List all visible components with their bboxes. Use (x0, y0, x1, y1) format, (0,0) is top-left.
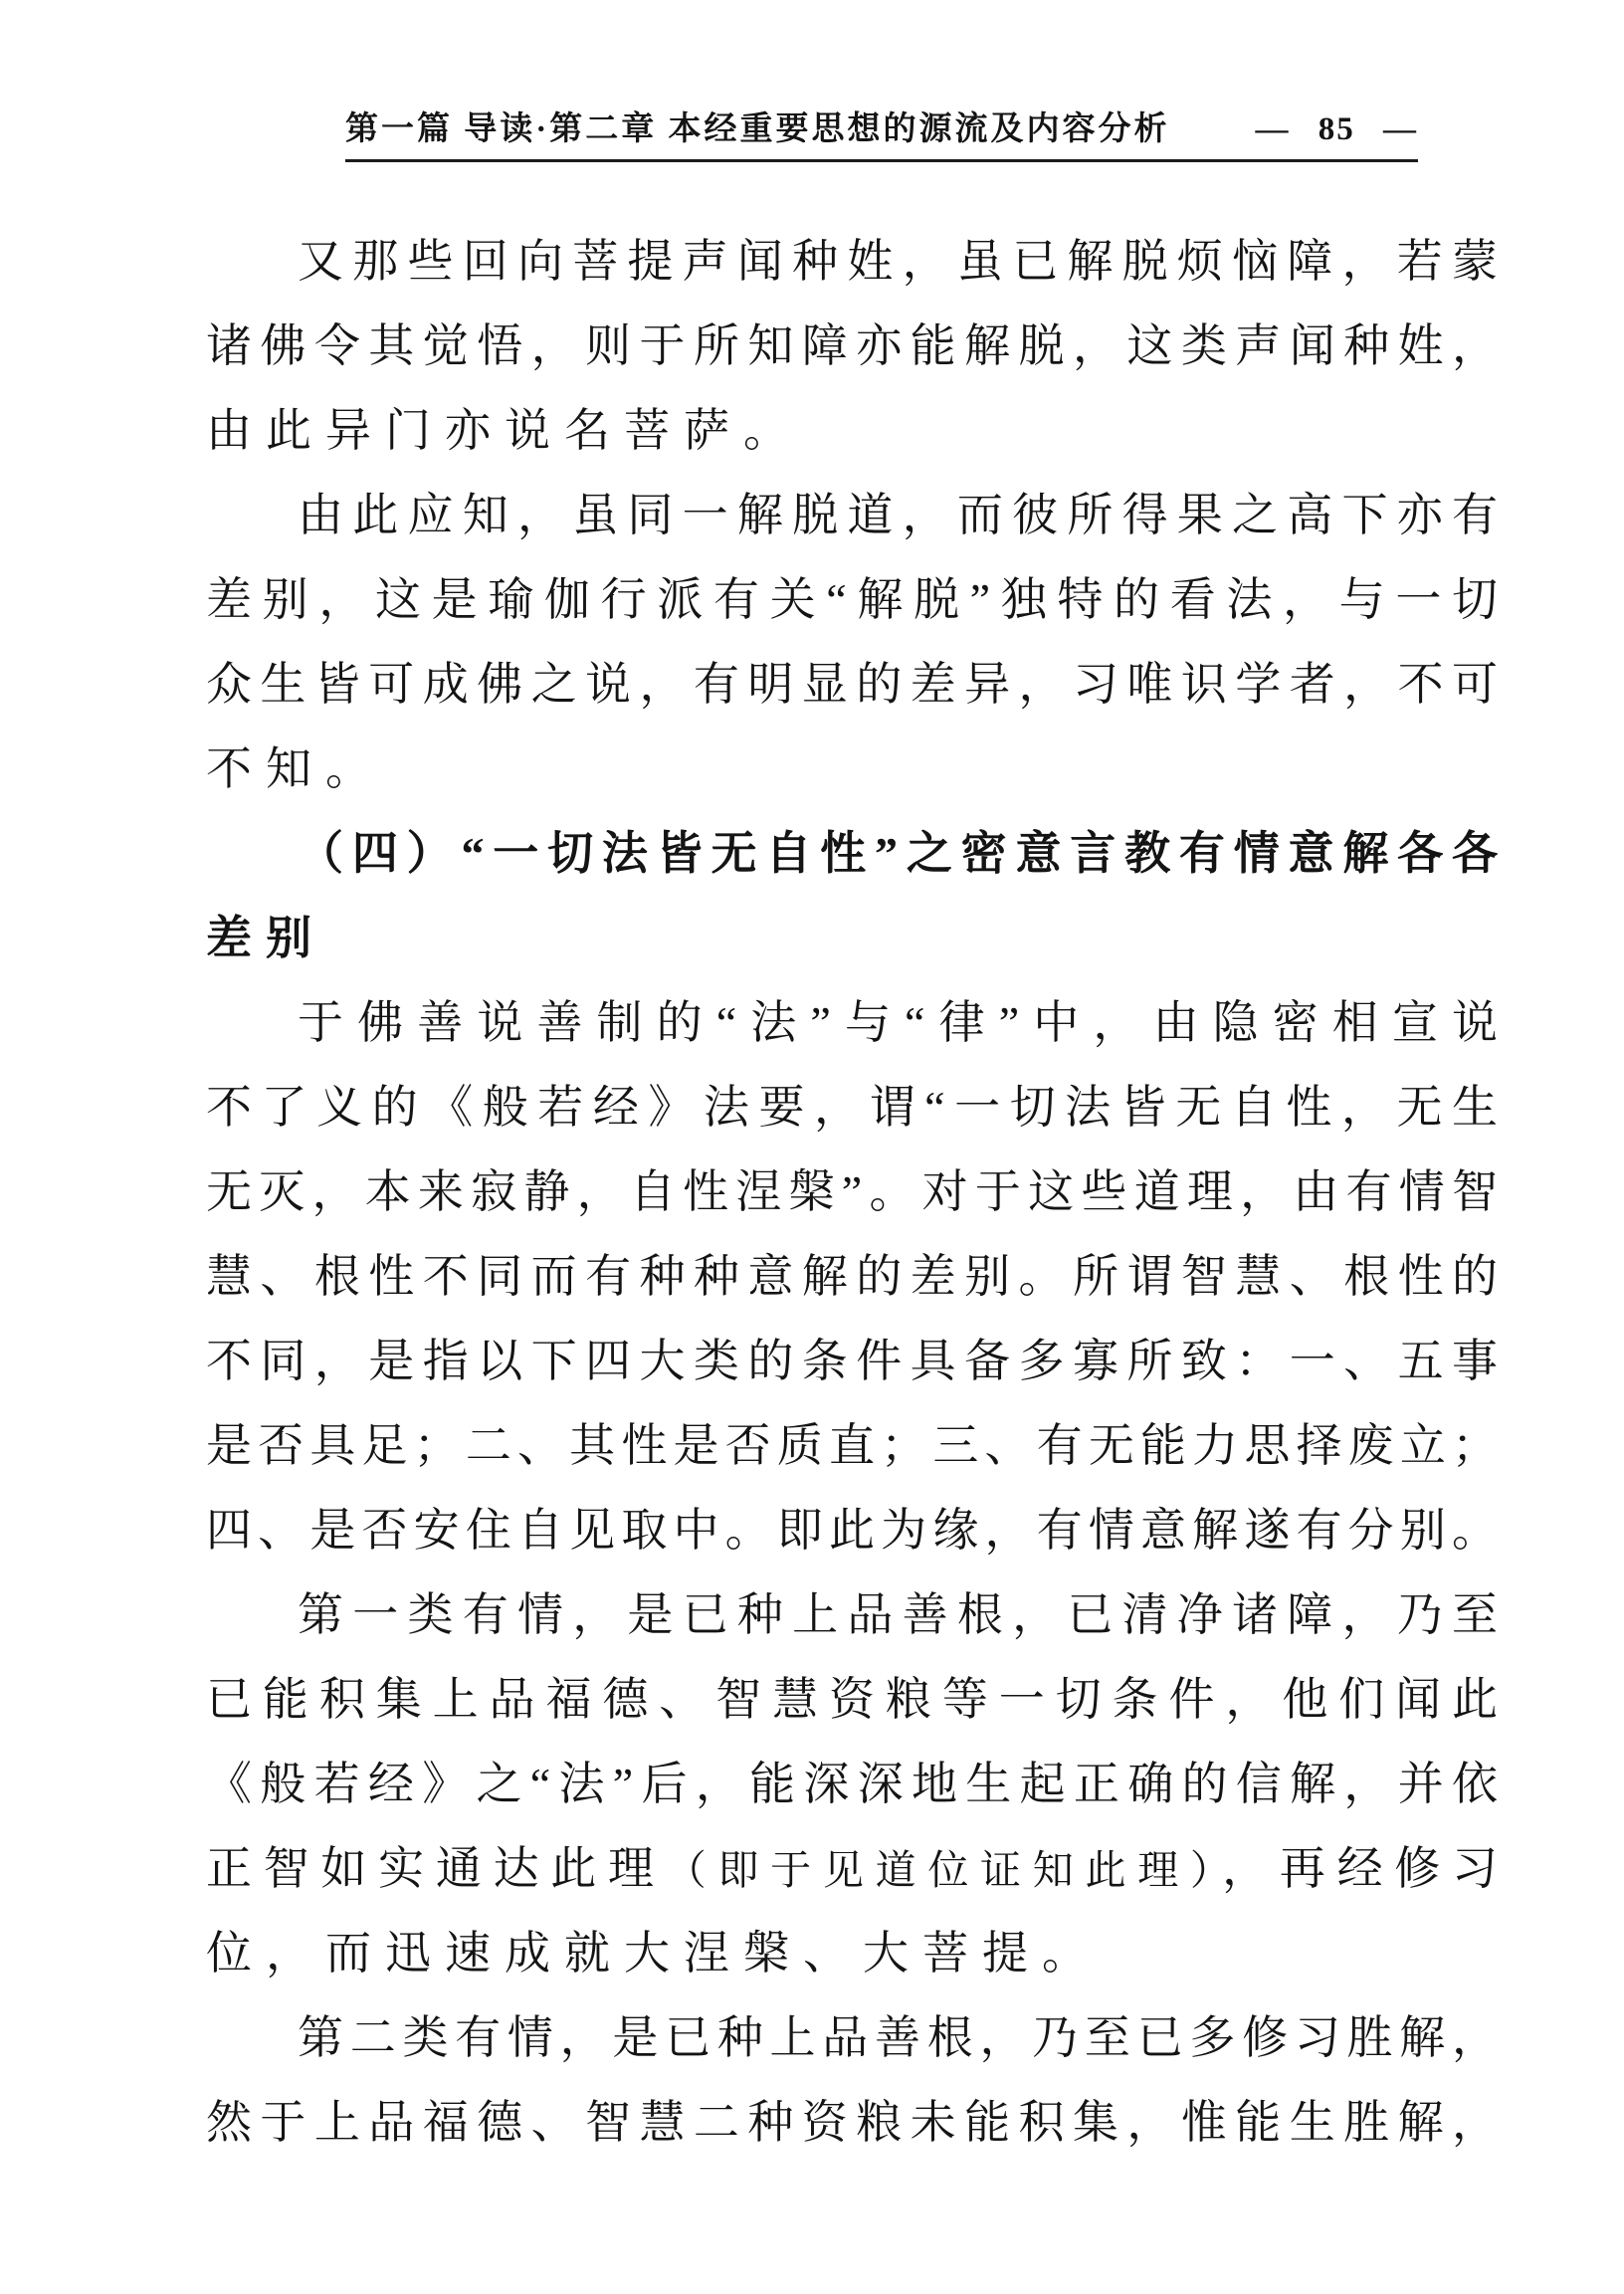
page-number: — 85 — (1255, 111, 1418, 147)
text-run: 第二类有情，是已种上品善根，乃至已多修习胜解， (298, 2012, 1498, 2063)
text-run: 《般若经》之“法”后，能深深地生起正确的信解，并依 (206, 1759, 1498, 1809)
body-line (206, 1234, 1498, 1319)
body-line (206, 980, 1498, 1065)
running-head (345, 109, 1418, 162)
section-heading (206, 811, 1498, 980)
paragraph (206, 219, 1498, 473)
text-run: 已能积集上品福德、智慧资粮等一切条件，他们闻此 (206, 1674, 1498, 1725)
body-line (206, 304, 1498, 388)
text-run: 差别，这是瑜伽行派有关“解脱”独特的看法，与一切 (206, 574, 1498, 625)
text-run: 众生皆可成佛之说，有明显的差异，习唯识学者，不可 (206, 659, 1498, 710)
text-run: 不同，是指以下四大类的条件具备多寡所致：一、五事 (206, 1336, 1498, 1386)
text-run: 由此异门亦说名菩萨。 (206, 405, 803, 456)
text-run: 不了义的《般若经》法要，谓“一切法皆无自性，无生 (206, 1082, 1498, 1133)
text-run: 正智如实通达此理 (206, 1843, 666, 1894)
text-run: 第一类有情，是已种上品善根，已清净诸障，乃至 (298, 1589, 1498, 1640)
body-line (206, 557, 1498, 642)
body-line (206, 896, 1498, 980)
text-run: 无灭，本来寂静，自性涅槃”。对于这些道理，由有情智 (206, 1166, 1498, 1217)
body-line (206, 1911, 1498, 1995)
body-line (206, 1742, 1498, 1826)
text-run: 差别 (206, 913, 325, 963)
running-head-title: 第一篇 导读·第二章 本经重要思想的源流及内容分析 (345, 111, 1170, 147)
body-line (206, 1488, 1498, 1572)
paragraph (206, 473, 1498, 811)
body-line (206, 642, 1498, 727)
body-line (206, 1149, 1498, 1234)
text-run: （四）“一切法皆无自性”之密意言教有情意解各各 (298, 828, 1498, 879)
page-body (206, 219, 1498, 2165)
text-run: 又那些回向菩提声闻种姓，虽已解脱烦恼障，若蒙 (298, 236, 1498, 287)
body-line (206, 1995, 1498, 2080)
text-run: 四、是否安住自见取中。即此为缘，有情意解遂有分别。 (206, 1505, 1498, 1556)
body-line (206, 1065, 1498, 1149)
body-line (206, 1319, 1498, 1403)
text-run: 诸佛令其觉悟，则于所知障亦能解脱，这类声闻种姓， (206, 320, 1498, 371)
text-run: 位，而迅速成就大涅槃、大菩提。 (206, 1928, 1102, 1979)
text-run: ，再经修习 (1222, 1843, 1499, 1894)
text-run: 不知。 (206, 743, 385, 794)
text-run: 由此应知，虽同一解脱道，而彼所得果之高下亦有 (298, 490, 1498, 540)
text-run: 于佛善说善制的“法”与“律”中，由隐密相宣说 (298, 997, 1498, 1048)
body-line (206, 811, 1498, 896)
body-line (206, 388, 1498, 473)
body-line (206, 1572, 1498, 1657)
body-line (206, 473, 1498, 557)
body-line (206, 1657, 1498, 1742)
text-run: 是否具足；二、其性是否质直；三、有无能力思择废立； (206, 1420, 1498, 1471)
body-line (206, 727, 1498, 811)
paragraph (206, 1572, 1498, 1995)
text-run: 然于上品福德、智慧二种资粮未能积集，惟能生胜解， (206, 2097, 1498, 2148)
text-run: 慧、根性不同而有种种意解的差别。所谓智慧、根性的 (206, 1251, 1498, 1302)
paragraph (206, 980, 1498, 1572)
body-line (206, 2080, 1498, 2165)
body-line (206, 1826, 1498, 1911)
body-line (206, 1403, 1498, 1488)
paragraph (206, 1995, 1498, 2165)
inline-annotation-text: （即于见道位证知此理） (665, 1846, 1223, 1894)
body-line (206, 219, 1498, 304)
